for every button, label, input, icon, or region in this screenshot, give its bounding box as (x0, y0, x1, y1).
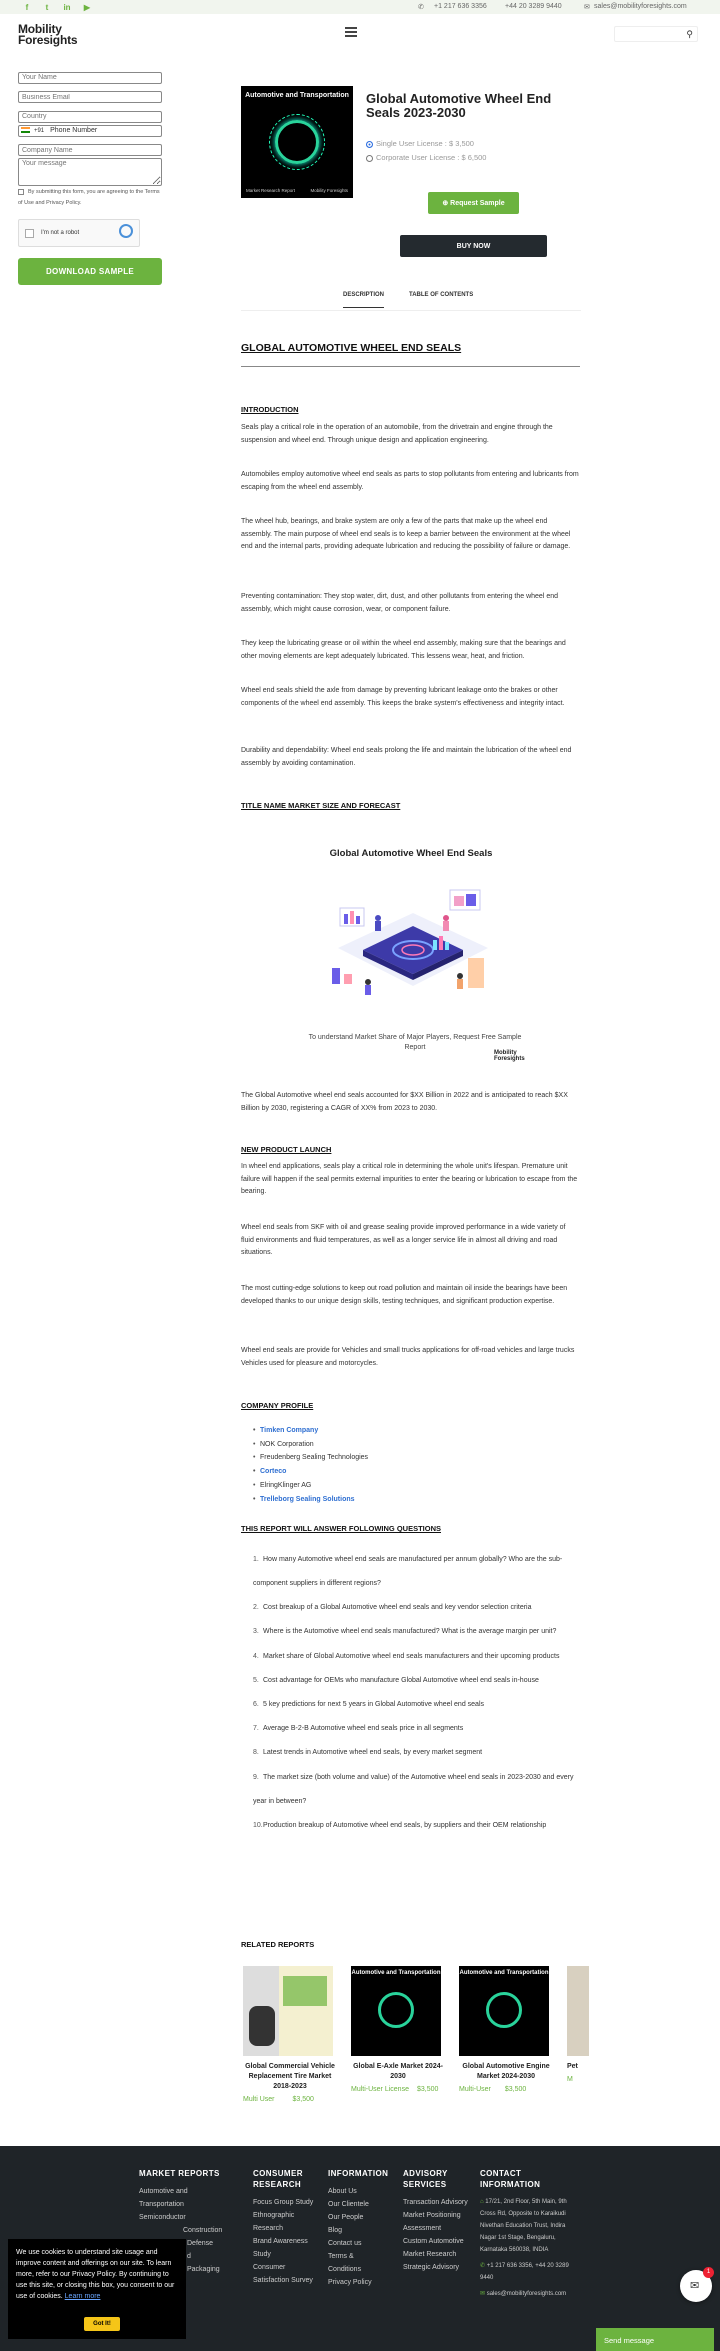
question-item: 5. Cost advantage for OEMs who manufacture Global Automotive wheel end seals in-house (253, 1677, 539, 1684)
footer-link[interactable]: Automotive and Transportation (139, 2188, 188, 2208)
tab-description[interactable]: DESCRIPTION (343, 292, 384, 308)
question-item: 10.Production breakup of Automotive wheel end seals, by suppliers and their OEM relationship (253, 1822, 547, 1829)
price-label: Multi-User License (351, 2086, 409, 2093)
related-report-price: M (567, 2076, 573, 2083)
license-corporate-label: Corporate User License : $ 6,500 (376, 153, 487, 162)
intro-paragraph: They keep the lubricating grease or oil within the wheel end assembly, making sure that the bearings and other moving elements are kept adequately lubricated. This lessens wear, heat, and friction. (241, 640, 566, 660)
heading-divider (241, 366, 580, 367)
footer-phone-text: +1 217 636 3356, +44 20 3289 9440 (480, 2263, 569, 2281)
footer-heading: CONTACT INFORMATION (480, 2169, 541, 2189)
gauge-ring (486, 1992, 522, 2028)
footer-email[interactable] (480, 2288, 580, 2300)
phone-icon: ✆ (418, 4, 424, 11)
related-report-title[interactable]: Global E-Axle Market 2024-2030 (353, 2063, 443, 2080)
mail-icon: ✉ (584, 4, 590, 11)
related-report-card[interactable] (351, 1966, 445, 2095)
related-report-thumbnail[interactable] (351, 1966, 441, 2056)
intro-paragraph: Preventing contamination: They stop water, dirt, dust, and other pollutants from entering the wheel end assembly, which might cause corrosion, wear, or component failure. (241, 593, 559, 613)
cookie-accept-button[interactable]: Got It! (84, 2317, 120, 2331)
cookie-text: We use cookies to understand site usage and improve content and offerings on our site. To learn more, refer to our Privacy Policy. By continuing to use this site, or closing this box, you consent to our use of cookies. (16, 2249, 175, 2300)
price-label: Multi-User (459, 2086, 491, 2093)
footer-heading: MARKET REPORTS (139, 2169, 220, 2178)
report-cover-image (241, 86, 353, 198)
launch-paragraph: In wheel end applications, seals play a critical role in determining the whole unit's lifespan. Premature unit failure will happen if the seal permits external impurities to enter the bearing or lubrication to escape from the bearing. (241, 1163, 578, 1195)
footer-link[interactable]: Privacy Policy (328, 2279, 372, 2286)
top-bar (0, 0, 720, 14)
gauge-ring (378, 1992, 414, 2028)
send-message-button[interactable]: Send message (596, 2328, 714, 2351)
related-report-thumbnail[interactable] (243, 1966, 333, 2056)
launch-paragraph: The most cutting-edge solutions to keep out road pollution and maintain oil inside the bearings have been developed thanks to our unique design skills, testing techniques, and significant production expertise. (241, 1285, 568, 1305)
menu-icon[interactable] (345, 27, 357, 36)
product-launch-heading: NEW PRODUCT LAUNCH (241, 1145, 332, 1154)
request-sample-label: Request Sample (450, 200, 505, 207)
phone-placeholder: Phone Number (50, 126, 98, 134)
footer-link[interactable]: Contact us (328, 2240, 362, 2247)
question-item: 6. 5 key predictions for next 5 years in Global Automotive wheel end seals (253, 1701, 485, 1708)
chat-widget-button[interactable] (680, 2270, 712, 2302)
request-sample-button[interactable] (428, 192, 519, 214)
question-item: 9. The market size (both volume and value) of the Automotive wheel end seals in 2023-2030 and every year in between? (253, 1774, 574, 1805)
infographic-logo-line-2: Foresights (494, 1056, 525, 1062)
intro-paragraph: Durability and dependability: Wheel end seals prolong the life and maintain the lubrication of the wheel end assembly by avoiding contamination. (241, 747, 572, 767)
flag-icon[interactable] (21, 127, 30, 133)
questions-heading: THIS REPORT WILL ANSWER FOLLOWING QUESTIONS (241, 1524, 441, 1533)
search-input[interactable] (614, 26, 698, 42)
footer-link[interactable]: Packaging (187, 2266, 220, 2273)
cover-footer: Market Research Report (246, 188, 296, 193)
company-field[interactable] (18, 144, 162, 156)
infographic-logo (494, 1050, 525, 1062)
company-item: • Freudenberg Sealing Technologies (253, 1451, 368, 1465)
footer-link[interactable]: Blog (328, 2227, 343, 2234)
market-infographic-illustration (318, 878, 508, 1018)
location-icon: ⌂ (480, 2199, 486, 2205)
footer-link[interactable]: Transaction Advisory (403, 2199, 468, 2206)
phone-code: +91 (33, 127, 45, 134)
footer-link[interactable]: Custom Automotive Market Research (403, 2238, 464, 2258)
footer-advisory (403, 2168, 471, 2274)
footer-link[interactable]: Consumer Satisfaction Survey (253, 2264, 313, 2284)
footer-link[interactable]: d (187, 2253, 191, 2260)
related-report-title[interactable]: Global Automotive Engine Market 2024-2030 (462, 2063, 550, 2080)
cover-brand: Mobility Foresights (310, 188, 348, 193)
price-value: $3,500 (416, 2086, 439, 2093)
recaptcha-logo-icon (119, 224, 133, 238)
recaptcha-widget[interactable] (18, 219, 140, 247)
footer-link[interactable]: Construction (183, 2227, 223, 2234)
related-report-card[interactable] (567, 1966, 589, 2085)
consent-checkbox-row[interactable] (18, 187, 162, 209)
footer-address-text: 17/21, 2nd Floor, 5th Main, 9th Cross Rd, Opposite to Karaikudi Nivethan Education Trust, Indira Nagar 1st Stage, Bengaluru, Karnataka 560038, INDIA (480, 2199, 567, 2253)
email-link[interactable]: sales@mobilityforesights.com (594, 3, 687, 10)
facebook-icon[interactable]: f (25, 2, 29, 12)
product-title: Global Automotive Wheel End Seals 2023-2030 (366, 91, 552, 120)
market-size-paragraph: The Global Automotive wheel end seals accounted for $XX Billion in 2022 and is anticipated to reach $XX Billion by 2030, registering a CAGR of XX% from 2023 to 2030. (241, 1092, 568, 1112)
footer-link[interactable]: Semiconductor (139, 2214, 186, 2221)
question-text: Production breakup of Automotive wheel end seals, by suppliers and their OEM relationship (263, 1822, 547, 1829)
question-item: 8. Latest trends in Automotive wheel end seals, by every market segment (253, 1749, 483, 1756)
market-size-heading: TITLE NAME MARKET SIZE AND FORECAST (241, 801, 401, 810)
site-logo[interactable] (18, 24, 77, 46)
related-report-price (351, 2085, 445, 2095)
name-field[interactable] (18, 72, 162, 84)
related-report-thumbnail[interactable] (567, 1966, 589, 2056)
intro-heading: INTRODUCTION (241, 405, 299, 414)
twitter-icon[interactable]: t (45, 2, 49, 12)
sample-form (18, 66, 162, 193)
price-value: $3,500 (292, 2096, 314, 2103)
license-single[interactable] (366, 139, 474, 148)
related-report-price (459, 2085, 553, 2095)
recaptcha-label: I'm not a robot (41, 230, 80, 236)
intro-paragraph: The wheel hub, bearings, and brake system are only a few of the parts that make up the wheel end assembly. The main purpose of wheel end seals is to keep a barrier between the environment at the wheel end and the internal parts, providing adequate lubrication and reducing the possibility of failure or damage. (241, 518, 571, 550)
question-item: 1. How many Automotive wheel end seals are manufactured per annum globally? Who are the sub-component suppliers in different regions? (253, 1556, 563, 1587)
question-text: Where is the Automotive wheel end seals manufactured? What is the average margin per unit? (263, 1628, 557, 1635)
question-text: The market size (both volume and value) of the Automotive wheel end seals in 2023-2030 and every year in between? (253, 1774, 574, 1805)
phone-icon: ✆ (480, 2263, 487, 2269)
tab-table-of-contents[interactable]: TABLE OF CONTENTS (409, 292, 474, 298)
phone-uk[interactable]: +44 20 3289 9440 (505, 3, 562, 10)
footer-heading: ADVISORY SERVICES (403, 2169, 448, 2189)
recaptcha-checkbox[interactable] (25, 229, 34, 238)
question-item: 7. Average B-2-B Automotive wheel end seals price in all segments (253, 1725, 464, 1732)
footer-link[interactable]: Strategic Advisory (403, 2264, 460, 2271)
infographic-caption[interactable]: To understand Market Share of Major Players, Request Free Sample Report (308, 1034, 522, 1051)
footer-heading: CONSUMER RESEARCH (253, 2169, 303, 2189)
cookie-learn-more-link[interactable]: Learn more (64, 2293, 101, 2300)
footer-link[interactable]: Defense (187, 2240, 214, 2247)
message-field[interactable] (18, 158, 162, 186)
buy-now-button[interactable]: BUY NOW (400, 235, 547, 257)
related-report-title[interactable]: Pet (567, 2063, 578, 2070)
intro-paragraph: Automobiles employ automotive wheel end seals as parts to stop pollutants from entering and lubricants from escaping from the wheel end assembly. (241, 471, 579, 491)
question-item: 3. Where is the Automotive wheel end seals manufactured? What is the average margin per unit? (253, 1628, 557, 1635)
footer-link[interactable]: Focus Group Study (253, 2199, 314, 2206)
plus-circle-icon: ⊕ (442, 200, 451, 207)
youtube-icon[interactable]: ▶ (83, 2, 91, 12)
tab-divider (241, 310, 581, 311)
download-sample-button[interactable]: DOWNLOAD SAMPLE (18, 258, 162, 285)
company-link-timken[interactable]: • Timken Company (253, 1424, 368, 1438)
footer-link[interactable]: Market Positioning Assessment (403, 2212, 461, 2232)
related-reports-heading: RELATED REPORTS (241, 1940, 315, 1949)
question-text: Cost advantage for OEMs who manufacture Global Automotive wheel end seals in-house (263, 1677, 539, 1684)
chat-badge: 1 (703, 2267, 714, 2278)
related-report-thumbnail[interactable] (459, 1966, 549, 2056)
logo-line-2: Foresights (18, 33, 78, 47)
license-corporate-radio[interactable] (366, 155, 373, 162)
price-label: Multi User (243, 2096, 275, 2103)
company-list (253, 1424, 368, 1506)
footer-contact (480, 2168, 580, 2300)
license-corporate[interactable] (366, 153, 486, 162)
phone-us[interactable]: +1 217 636 3356 (434, 3, 487, 10)
related-report-price (243, 2095, 337, 2105)
intro-paragraph: Wheel end seals shield the axle from damage by preventing lubricant leakage onto the brakes or other components of the wheel end assembly. This keeps the brake system's effectiveness and integrity intact. (241, 687, 565, 707)
search-icon[interactable]: ⚲ (686, 29, 693, 39)
gauge-ring (275, 120, 319, 164)
phone-field[interactable] (18, 125, 162, 137)
launch-paragraph: Wheel end seals are provide for Vehicles and small trucks applications for off-road vehicles and large trucks Vehicles used for pleasure and motorcycles. (241, 1347, 575, 1367)
price-value: $3,500 (504, 2086, 527, 2093)
mail-icon: ✉ (480, 2291, 487, 2297)
question-text: 5 key predictions for next 5 years in Global Automotive wheel end seals (263, 1701, 485, 1708)
question-text: Market share of Global Automotive wheel end seals manufacturers and their upcoming products (263, 1653, 560, 1660)
thumbnail-title: Automotive and Transportation (459, 1970, 549, 1976)
footer-consumer-research (253, 2168, 315, 2287)
intro-paragraph: Seals play a critical role in the operation of an automobile, from the drivetrain and engine through the suspension and wheel end. Through unique design and application engineering. (241, 424, 553, 444)
footer-link[interactable]: Brand Awareness Study (253, 2238, 308, 2258)
country-field[interactable] (18, 111, 162, 123)
launch-paragraph: Wheel end seals from SKF with oil and grease sealing provide improved performance in a wide variety of fluid environments and fluid temperatures, as well as a longer service life in almost all driving and road situations. (241, 1224, 566, 1256)
footer-link[interactable]: Our Clientele (328, 2201, 369, 2208)
footer-link[interactable]: Ethnographic Research (253, 2212, 295, 2232)
related-report-card[interactable] (243, 1966, 337, 2105)
thumbnail-title: Automotive and Transportation (351, 1970, 441, 1976)
footer-link[interactable]: About Us (328, 2188, 357, 2195)
company-link-trelleborg[interactable]: • Trelleborg Sealing Solutions (253, 1493, 368, 1507)
question-item: 4. Market share of Global Automotive wheel end seals manufacturers and their upcoming products (253, 1653, 560, 1660)
infographic-logo-line-1: Mobility (494, 1050, 517, 1056)
footer-link[interactable]: Terms & Conditions (328, 2253, 362, 2273)
license-single-radio[interactable] (366, 141, 373, 148)
question-text: Cost breakup of a Global Automotive wheel end seals and key vendor selection criteria (263, 1604, 532, 1611)
footer-phone[interactable] (480, 2260, 580, 2284)
infographic-title: Global Automotive Wheel End Seals (329, 848, 493, 859)
company-profile-heading: COMPANY PROFILE (241, 1401, 314, 1410)
header (0, 14, 720, 54)
question-text: How many Automotive wheel end seals are manufactured per annum globally? Who are the sub-component suppliers in different regions? (253, 1556, 563, 1587)
question-text: Average B-2-B Automotive wheel end seals price in all segments (263, 1725, 464, 1732)
footer-information (328, 2168, 389, 2289)
footer-email-text: sales@mobilityforesights.com (486, 2291, 567, 2297)
question-text: Latest trends in Automotive wheel end seals, by every market segment (263, 1749, 483, 1756)
related-report-title[interactable]: Global Commercial Vehicle Replacement Tire Market 2018-2023 (245, 2063, 335, 2090)
company-item: • NOK Corporation (253, 1438, 368, 1452)
footer-heading: INFORMATION (328, 2169, 389, 2178)
related-report-card[interactable] (459, 1966, 553, 2095)
consent-checkbox[interactable] (18, 189, 24, 195)
chat-icon: ✉ (690, 2280, 700, 2292)
question-item: 2. Cost breakup of a Global Automotive wheel end seals and key vendor selection criteria (253, 1604, 532, 1611)
footer-link[interactable]: Our People (328, 2214, 364, 2221)
email-field[interactable] (18, 91, 162, 103)
cover-title: Automotive and Transportation (245, 92, 349, 99)
consent-text: By submitting this form, you are agreeing to the Terms of Use and Privacy Policy. (18, 189, 160, 206)
linkedin-icon[interactable]: in (63, 2, 71, 12)
footer-address (480, 2196, 580, 2256)
report-heading: GLOBAL AUTOMOTIVE WHEEL END SEALS (241, 342, 462, 354)
cookie-banner (8, 2239, 186, 2339)
logo-line-1: Mobility (18, 22, 62, 36)
license-single-label: Single User License : $ 3,500 (376, 139, 474, 148)
company-item: • ElringKlinger AG (253, 1479, 368, 1493)
company-link-corteco[interactable]: • Corteco (253, 1465, 368, 1479)
